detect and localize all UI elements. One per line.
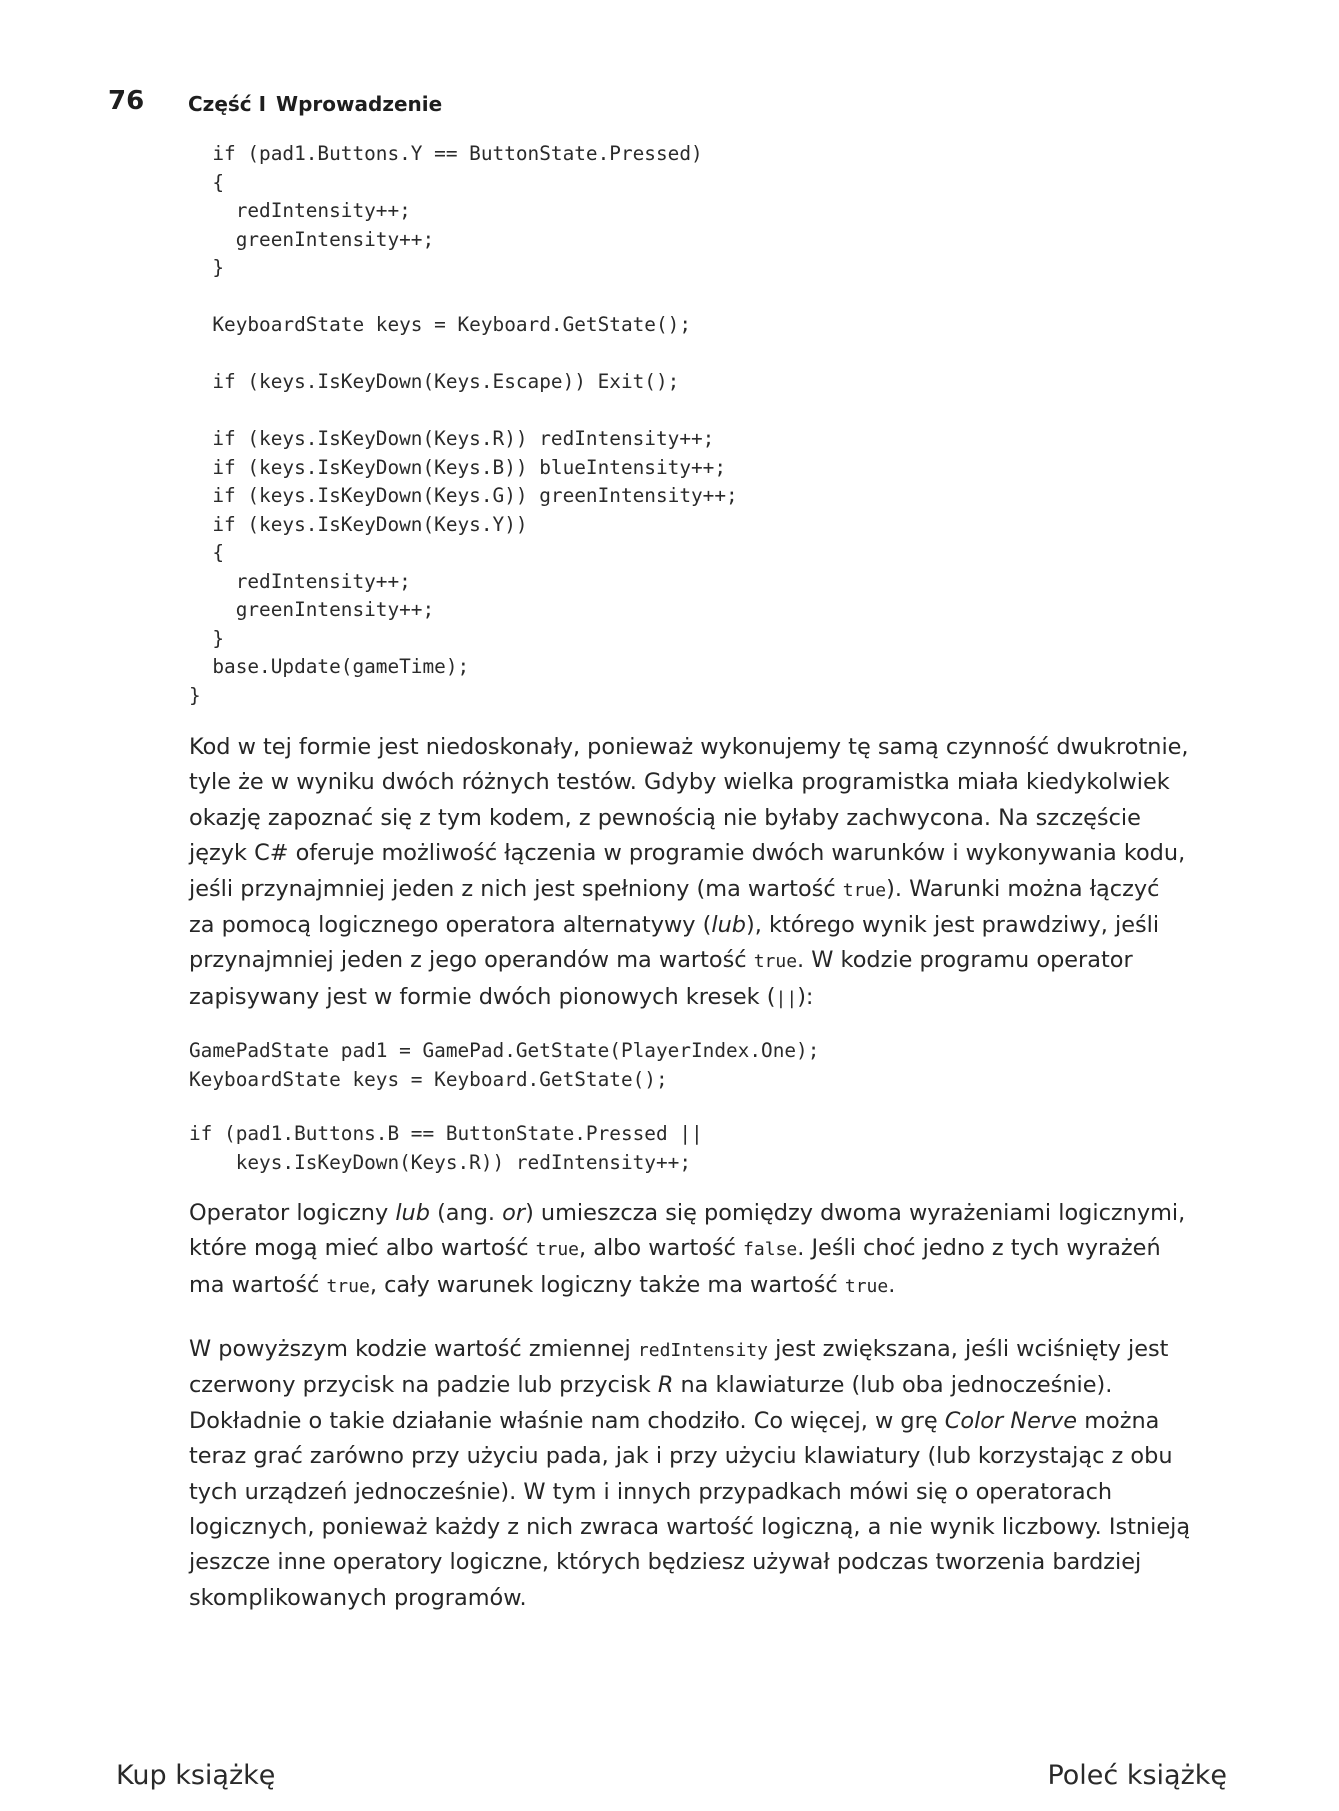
inline-code: true bbox=[753, 951, 798, 973]
paragraph-code-explanation bbox=[189, 1332, 1191, 1616]
inline-code: false bbox=[743, 1239, 798, 1261]
text-fragment: . Jeśli choć jedno z tych wyrażeń bbox=[797, 1235, 1161, 1262]
text-fragment: które mogą mieć albo wartość bbox=[189, 1235, 536, 1262]
text-line bbox=[189, 1368, 1179, 1403]
chapter-title: Wprowadzenie bbox=[276, 92, 443, 116]
inline-code: true bbox=[844, 1275, 889, 1297]
text-fragment: (ang. bbox=[429, 1200, 503, 1226]
text-fragment: przynajmniej jeden z jego operandów ma wartość bbox=[189, 947, 754, 974]
text-line bbox=[189, 943, 1179, 979]
text-line bbox=[189, 1404, 1179, 1439]
text-line: teraz grać zarówno przy użyciu pada, jak i przy użyciu klawiatury (lub korzystając z obu bbox=[189, 1443, 1173, 1470]
text-fragment: Dokładnie o takie działanie właśnie nam chodziło. Co więcej, w grę bbox=[189, 1407, 945, 1434]
text-fragment: W powyższym kodzie wartość zmiennej bbox=[189, 1336, 638, 1362]
inline-code: true bbox=[326, 1275, 370, 1297]
text-line bbox=[189, 908, 1179, 943]
text-fragment: ma wartość bbox=[189, 1271, 327, 1298]
code-block-state-declarations: GamePadState pad1 = GamePad.GetState(PlayerIndex.One); KeyboardState keys = Keyboard.GetState(); bbox=[189, 1039, 820, 1091]
text-fragment: ). Warunki można łączyć bbox=[886, 875, 1160, 902]
paragraph-or-operator-intro bbox=[189, 730, 1189, 1016]
emphasis: Color Nerve bbox=[944, 1407, 1078, 1434]
text-fragment: za pomocą logicznego operatora alternatywy ( bbox=[189, 912, 712, 939]
part-label: Część I bbox=[188, 92, 267, 116]
text-line: język C# oferuje możliwość łączenia w programie dwóch warunków i wykonywania kodu, bbox=[189, 840, 1186, 867]
text-line bbox=[189, 1231, 1179, 1267]
text-line bbox=[189, 1196, 1186, 1231]
inline-code: true bbox=[842, 879, 887, 901]
emphasis: or bbox=[502, 1200, 526, 1226]
code-block-or-condition: if (pad1.Buttons.B == ButtonState.Pressed || keys.IsKeyDown(Keys.R)) redIntensity++; bbox=[189, 1122, 703, 1174]
text-fragment: Operator logiczny bbox=[189, 1200, 396, 1226]
text-fragment: zapisywany jest w formie dwóch pionowych kresek ( bbox=[189, 983, 776, 1010]
emphasis: lub bbox=[395, 1200, 430, 1226]
text-line: jeszcze inne operatory logiczne, których będziesz używał podczas tworzenia bardziej bbox=[189, 1549, 1142, 1576]
text-line: tyle że w wyniku dwóch różnych testów. Gdyby wielka programistka miała kiedykolwiek bbox=[189, 769, 1170, 796]
inline-code: true bbox=[535, 1239, 579, 1261]
text-fragment: jeśli przynajmniej jeden z nich jest spełniony (ma wartość bbox=[189, 875, 843, 902]
section-title bbox=[188, 92, 442, 116]
text-fragment: , albo wartość bbox=[579, 1235, 744, 1262]
text-fragment: . W kodzie programu operator bbox=[797, 947, 1133, 974]
code-block-update-method: if (pad1.Buttons.Y == ButtonState.Pressed) { redIntensity++; greenIntensity++; } KeyboardState keys = Keyboard.GetState(); if (keys.IsKeyDown(Keys.Escape)) Exit(); if (keys.IsKeyDown(Keys.R)) redIntensity++; if (keys.IsKeyDown(Keys.B)) blueIntensity++; if (keys.IsKeyDown(Keys.G)) greenIntensity++; if (keys.IsKeyDown(Keys.Y)) { redIntensity++; greenIntensity++; } base.Update(gameTime); } bbox=[189, 142, 738, 707]
text-line bbox=[189, 1268, 1179, 1304]
text-fragment: . bbox=[888, 1271, 896, 1298]
text-line: Kod w tej formie jest niedoskonały, ponieważ wykonujemy tę samą czynność dwukrotnie, bbox=[189, 734, 1189, 760]
text-fragment: można bbox=[1077, 1407, 1160, 1434]
emphasis: R bbox=[657, 1372, 674, 1399]
text-fragment: ): bbox=[797, 983, 814, 1010]
text-fragment: na klawiaturze (lub oba jednocześnie). bbox=[673, 1372, 1113, 1399]
text-line: skomplikowanych programów. bbox=[189, 1584, 527, 1611]
text-fragment: jest zwiększana, jeśli wciśnięty jest bbox=[767, 1336, 1169, 1362]
text-fragment: czerwony przycisk na padzie lub przycisk bbox=[189, 1372, 658, 1399]
inline-code: || bbox=[775, 987, 798, 1009]
emphasis: lub bbox=[711, 912, 747, 939]
recommend-book-link[interactable]: Poleć książkę bbox=[1047, 1760, 1227, 1791]
page-number: 76 bbox=[108, 86, 145, 116]
text-line bbox=[189, 980, 1179, 1016]
buy-book-link[interactable]: Kup książkę bbox=[116, 1760, 276, 1791]
text-fragment: ), którego wynik jest prawdziwy, jeśli bbox=[746, 912, 1160, 939]
text-line: tych urządzeń jednocześnie). W tym i innych przypadkach mówi się o operatorach bbox=[189, 1478, 1113, 1505]
text-line bbox=[189, 872, 1179, 908]
text-fragment: ) umieszcza się pomiędzy dwoma wyrażeniami logicznymi, bbox=[525, 1200, 1186, 1226]
text-line: okazję zapoznać się z tym kodem, z pewnością nie byłaby zachwycona. Na szczęście bbox=[189, 804, 1141, 831]
text-fragment: , cały warunek logiczny także ma wartość bbox=[369, 1271, 845, 1298]
inline-code: redIntensity bbox=[637, 1340, 768, 1361]
text-line: logicznych, ponieważ każdy z nich zwraca wartość logiczną, a nie wynik liczbowy. Istnieją bbox=[189, 1514, 1191, 1541]
text-line bbox=[189, 1332, 1179, 1368]
paragraph-or-operator-explanation bbox=[189, 1196, 1186, 1304]
